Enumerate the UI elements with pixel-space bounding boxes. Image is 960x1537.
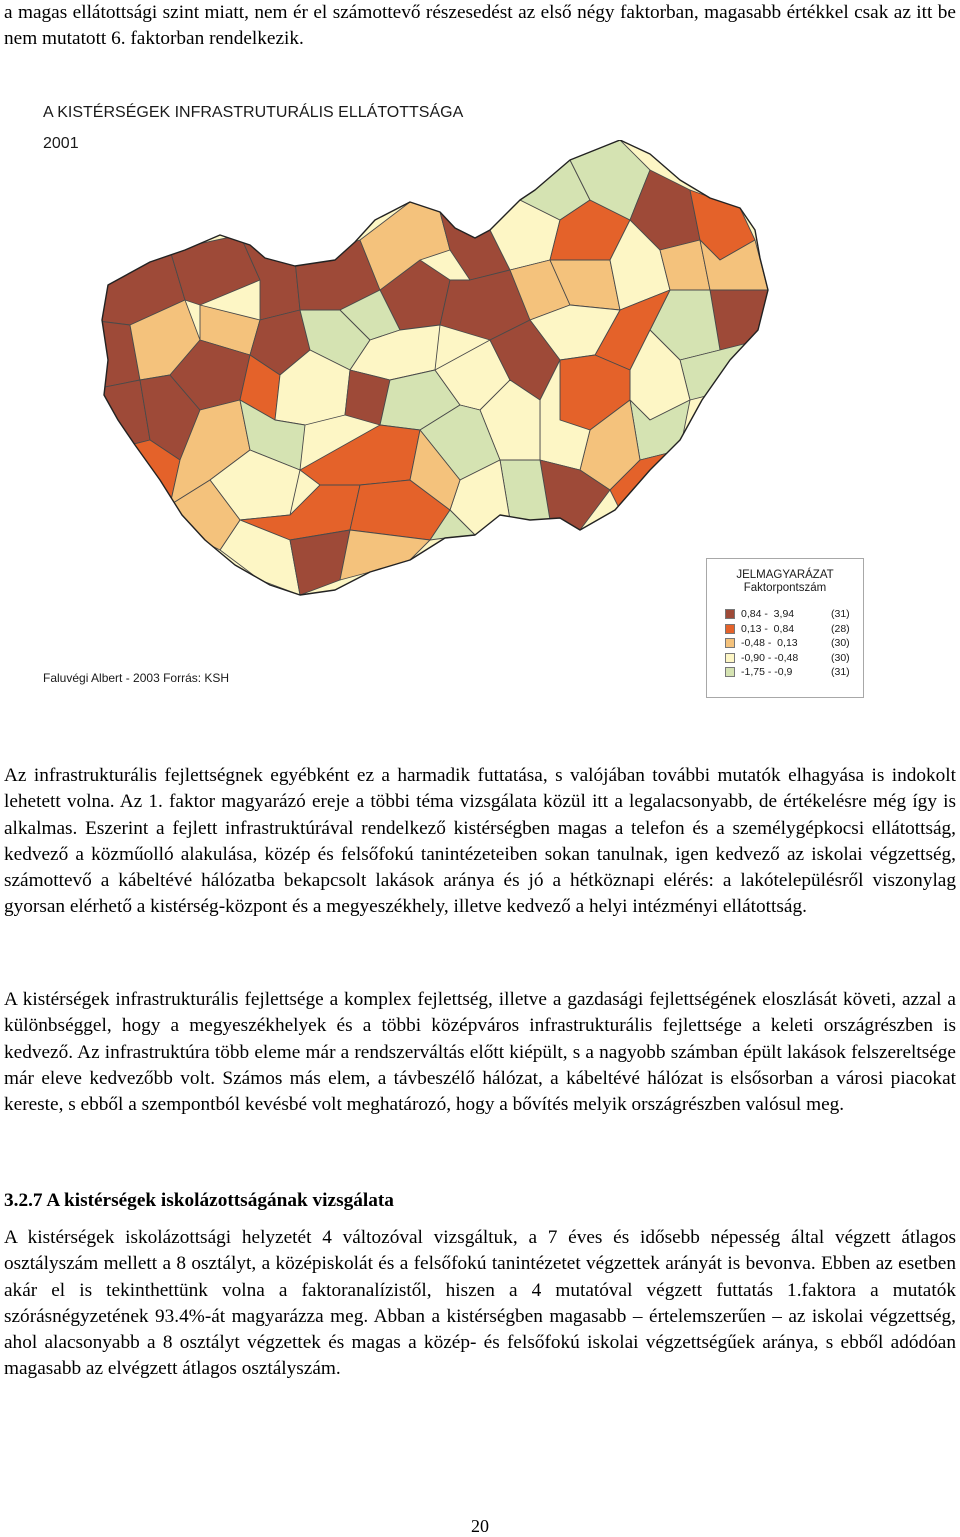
legend-count: (31) [831,666,850,679]
legend-swatch [725,624,735,634]
legend-list [725,607,863,680]
paragraph: A kistérségek infrastrukturális fejlettsége a komplex fejlettség, illetve a gazdasági fejlettségének eloszlását követi, azzal a különbséggel, hogy a megyeszékhelyek és a többi középváros infrastrukturális fejlettsége a keleti országrészben is kedvező. Az infrastruktúra több eleme már a rendszerváltás előtt kiépült, s a nagyobb számban épült lakások felszereltsége már eleve kedvezőbb volt. Számos más elem, a távbeszélő hálózat, a kábeltévé hálózat is elsősorban a városi piacokat kereste, s ebből a szempontból kevésbé volt meghatározó, hogy a bővítés melyik országrészben valósul meg. [4,989,956,1116]
paragraph: A kistérségek iskolázottsági helyzetét 4 változóval vizsgáltuk, a 7 éves és idősebb népesség által végzett átlagos osztályszám mellett a 8 osztályt, a középiskolát és a felsőfokú tanintézetet végzettek arányát is bevonva. Ebben az esetben akár el is tekinthettünk volna a faktoranalízistől, hiszen a 4 mutatóval végzett futtatás 1.faktora a mutatók szórásnégyzetének 93.4%-át magyarázza meg. Abban a kistérségben magasabb – értelemszerűen – az iskolai végzettség, ahol alacsonyabb a 8 osztályt végzettek és magas a közép- és felsőfokú iskolai végzettségűek aránya, s ebből adódóan magasabb az elvégzett átlagos osztályszám. [4,1227,956,1380]
legend-item [725,607,863,622]
legend-item [725,665,863,680]
intro-paragraph: a magas ellátottsági szint miatt, nem ér el számottevő részesedést az első négy faktorban, magasabb értékkel csak az itt be nem mutatott 6. faktorban rendelkezik. [4,2,956,50]
legend-count: (31) [831,608,850,621]
legend-range: 0,84 - 3,94 [741,608,795,621]
legend-title: JELMAGYARÁZAT [736,569,834,581]
legend-swatch [725,638,735,648]
legend-count: (30) [831,651,850,664]
legend-item [725,651,863,666]
legend-item [725,636,863,651]
legend-range: 0,13 - 0,84 [741,622,795,635]
map-legend [706,558,864,698]
legend-swatch [725,653,735,663]
legend-count: (30) [831,637,850,650]
map-credit: Faluvégi Albert - 2003 Forrás: KSH [43,671,230,685]
legend-range: -0,90 - -0,48 [741,651,799,664]
legend-subtitle: Faktorpontszám [743,582,827,594]
paragraph: Az infrastrukturális fejlettségnek egyébként ez a harmadik futtatása, s valójában további mutatók elhagyása is indokolt lehetett volna. Az 1. faktor magyarázó ereje a többi téma vizsgálata közül itt a legalacsonyabb, de értékelésre még így is alkalmas. Eszerint a fejlett infrastruktúrával rendelkező kistérségben magas a telefon és a személygépkocsi ellátottság, kedvező a közműolló alakulása, közép és felsőfokú tanintézeteiben sokan tanulnak, igen kedvező az iskolai végzettség, számottevő a kábeltévé hálózatba bekapcsolt lakások aránya és jó a hétköznapi elérés: a lakótelepülésről viszonylag gyorsan elérhető a kistérség-központ és a megyeszékhely, illetve kedvező a helyi intézményi ellátottság. [4,765,956,918]
legend-swatch [725,667,735,677]
legend-item [725,622,863,637]
legend-count: (28) [831,622,850,635]
legend-range: -1,75 - -0,9 [741,666,793,679]
legend-range: -0,48 - 0,13 [741,637,798,650]
map-year: 2001 [43,135,79,152]
hungary-map [90,140,850,610]
legend-swatch [725,609,735,619]
map-title: A KISTÉRSÉGEK INFRASTRUTURÁLIS ELLÁTOTTSÁGA [43,104,464,121]
page-number: 20 [471,1516,489,1536]
section-heading: 3.2.7 A kistérségek iskolázottságának vizsgálata [4,1190,394,1211]
